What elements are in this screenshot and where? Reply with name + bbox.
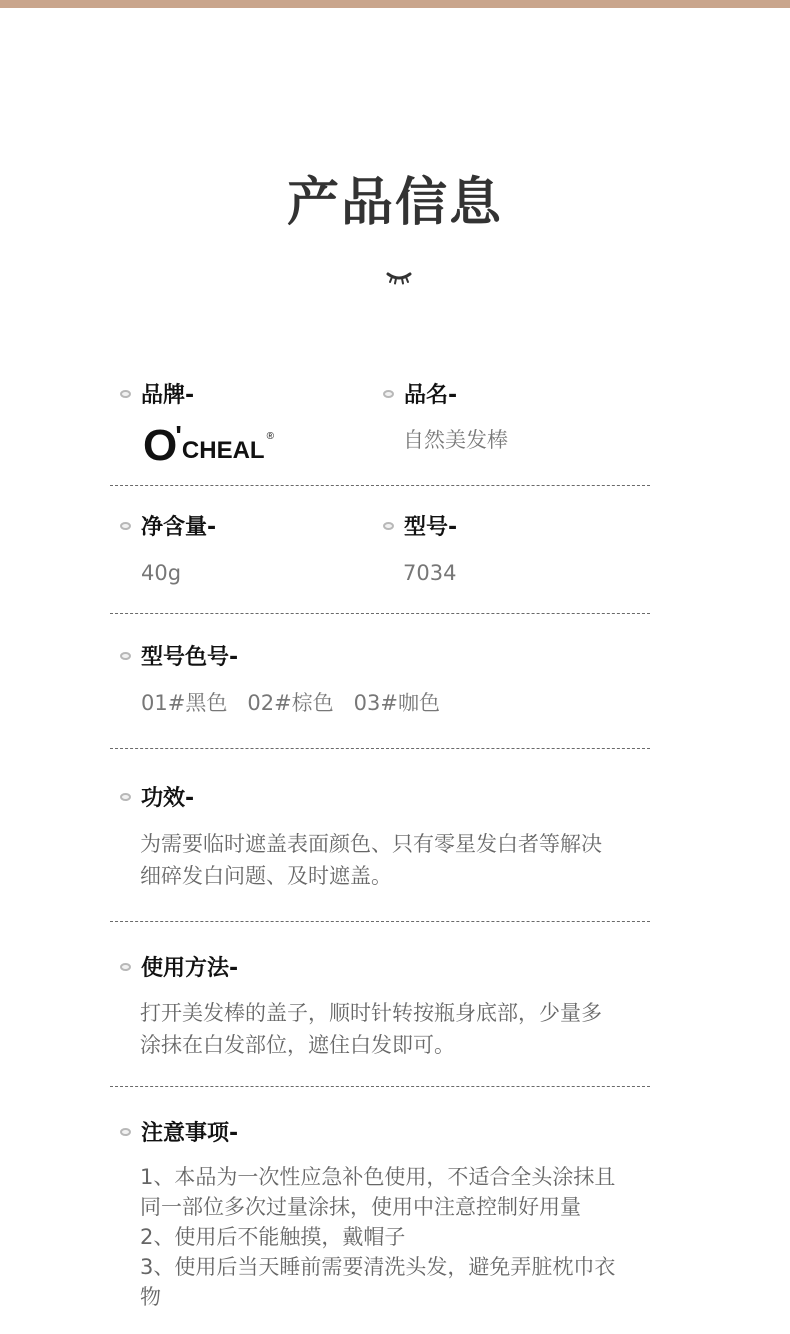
divider	[110, 748, 650, 749]
bullet-icon	[383, 522, 394, 530]
net-content-label: 净含量-	[120, 510, 216, 541]
bullet-icon	[120, 652, 131, 660]
top-accent-bar	[0, 0, 790, 8]
text-line: 1、本品为一次性应急补色使用，不适合全头涂抹且	[140, 1165, 616, 1189]
product-name-label: 品名-	[383, 378, 457, 409]
divider	[110, 485, 650, 486]
effect-label: 功效-	[120, 781, 194, 812]
product-name-value: 自然美发棒	[403, 428, 508, 452]
text-line: 物	[140, 1285, 161, 1309]
net-content-value: 40g	[141, 561, 182, 585]
bullet-icon	[120, 1128, 131, 1136]
brand-logo: O ' CHEAL ®	[143, 420, 274, 470]
text-line: 2、使用后不能触摸，戴帽子	[140, 1225, 406, 1249]
bullet-icon	[120, 793, 131, 801]
model-value: 7034	[403, 561, 457, 585]
model-label: 型号-	[383, 510, 457, 541]
bullet-icon	[383, 390, 394, 398]
bullet-icon	[120, 522, 131, 530]
color-options-label: 型号色号-	[120, 640, 238, 671]
text-line: 3、使用后当天睡前需要清洗头发，避免弄脏枕巾衣	[140, 1255, 616, 1279]
text-line: 为需要临时遮盖表面颜色、只有零星发白者等解决	[140, 832, 602, 856]
page-title: 产品信息	[286, 173, 503, 233]
text-line: 打开美发棒的盖子，顺时针转按瓶身底部，少量多	[140, 1001, 602, 1025]
effect-text	[140, 828, 680, 892]
text-line: 涂抹在白发部位，遮住白发即可。	[140, 1033, 455, 1057]
notes-label: 注意事项-	[120, 1116, 238, 1147]
divider	[110, 613, 650, 614]
color-options-value: 01#黑色 02#棕色 03#咖色	[141, 691, 441, 715]
text-line: 同一部位多次过量涂抹，使用中注意控制好用量	[140, 1195, 581, 1219]
bullet-icon	[120, 963, 131, 971]
eyelash-icon	[385, 268, 413, 286]
usage-label: 使用方法-	[120, 951, 238, 982]
notes-text	[140, 1162, 680, 1312]
text-line: 细碎发白问题、及时遮盖。	[140, 864, 392, 888]
divider	[110, 921, 650, 922]
divider	[110, 1086, 650, 1087]
usage-text	[140, 997, 680, 1061]
brand-label: 品牌-	[120, 378, 194, 409]
bullet-icon	[120, 390, 131, 398]
